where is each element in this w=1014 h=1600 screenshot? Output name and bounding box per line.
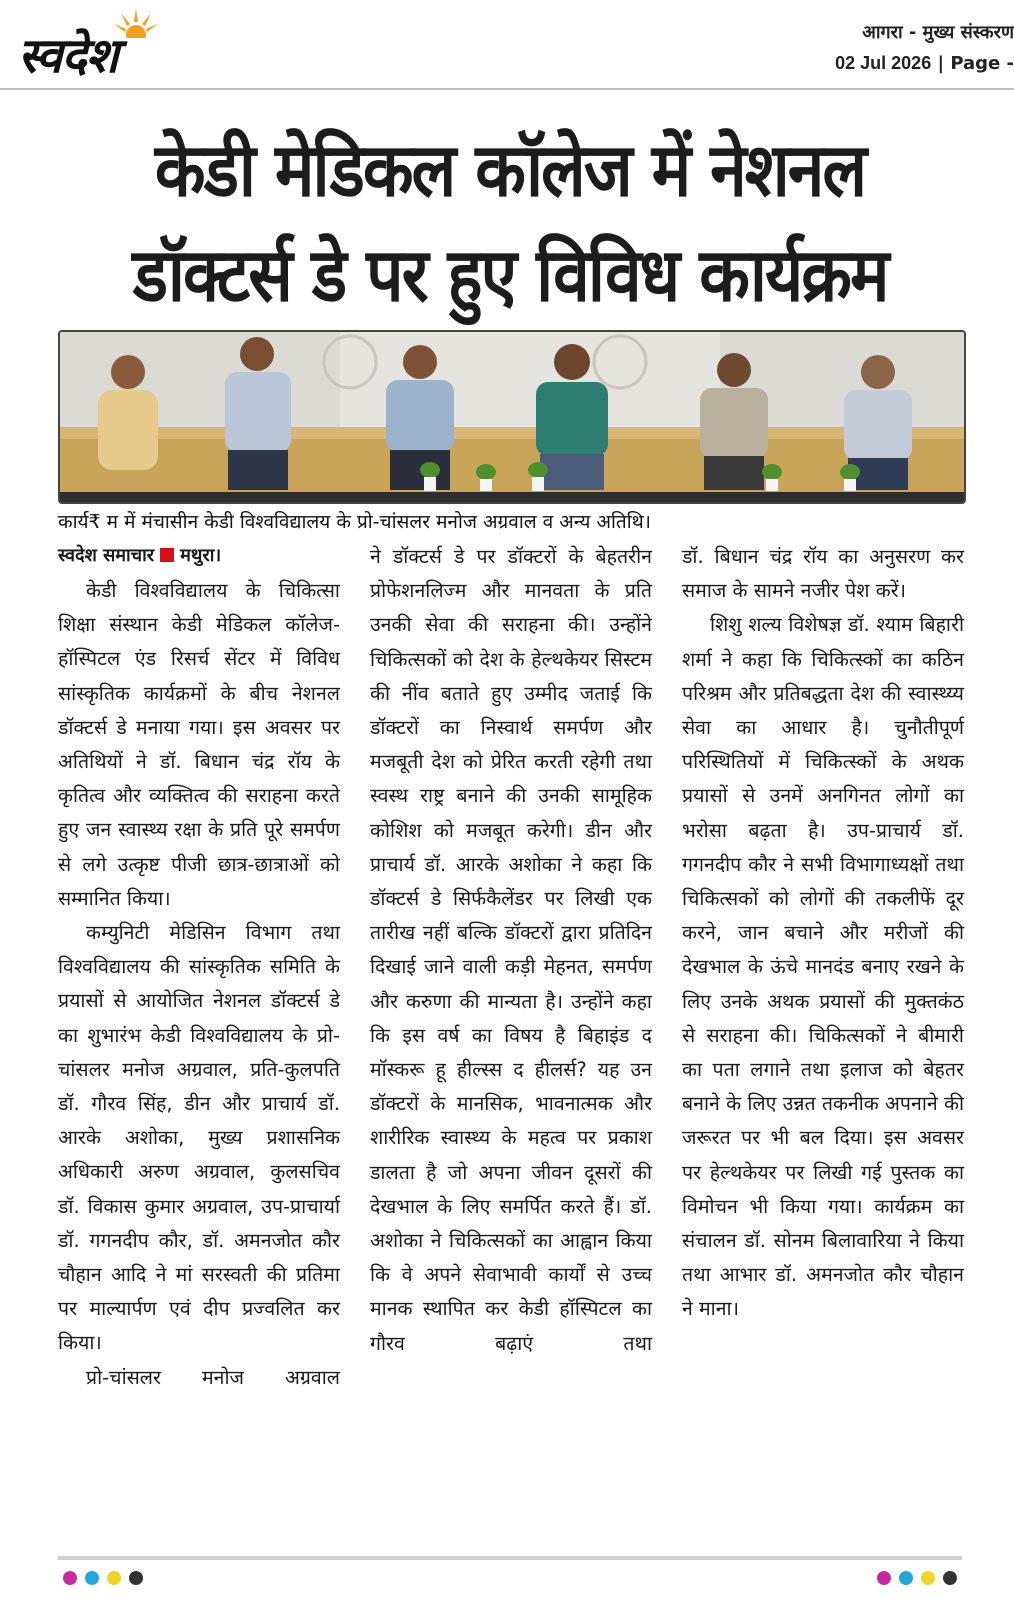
article-body	[58, 540, 966, 1540]
headline-line-2: डॉक्टर्स डे पर हुए विविध कार्यक्रम	[132, 232, 888, 319]
paragraph: केडी विश्वविद्यालय के चिकित्सा शिक्षा संस्थान केडी मेडिकल कॉलेज-हॉस्पिटल एंड रिसर्च सेंटर में विविध सांस्कृतिक कार्यक्रमों के बीच नेशनल डॉक्टर्स डे मनाया गया। इस अवसर पर अतिथियों ने डॉ. बिधान चंद्र रॉय के कृतित्व और व्यक्तित्व की सराहना करते हुए जन स्वास्थ्य रक्षा के प्रति पूरे समर्पण से लगे उत्कृष्ट पीजी छात्र-छात्राओं को सम्मानित किया।	[58, 579, 340, 910]
edition-date-line: 02 Jul 2026 | Page -	[835, 53, 1014, 74]
paragraph: शिशु शल्य विशेषज्ञ डॉ. श्याम बिहारी शर्मा ने कहा कि चिकित्स्कों का कठिन परिश्रम और प्रतिबद्धता देश की स्वास्थ्य्य सेवा का आधार है। चुनौतीपूर्ण परिस्थितियों में चिकित्स्कों के अथक प्रयासों से उनमें अनगिनत लोगों का भरोसा बढ़ता है। उप-प्राचार्य डॉ. गगनदीप कौर ने सभी विभागाध्यक्षों तथा चिकित्सकों को लोगों की तकलीफें दूर करने, जान बचाने और मरीजों की देखभाल के ऊंचे मानदंड बनाए रखने के लिए उनके अथक प्रयासों की मुक्तकंठ से सराहना की। चिकित्सकों ने बीमारी का पता लगाने तथा इलाज को बेहतर बनाने के लिए उन्नत तकनीक अपनाने की जरूरत पर भी बल दिया। इस अवसर पर हेल्थकेयर पर लिखी गई पुस्तक का विमोचन भी किया गया। कार्यक्रम का संचालन डॉ. सोनम बिलावारिया ने किया तथा आभार डॉ. अमनजोत कौर चौहान ने माना।	[682, 613, 964, 1321]
edition-name: आगरा - मुख्य संस्करण	[862, 22, 1014, 43]
edition-info	[804, 18, 1014, 79]
byline	[58, 540, 340, 572]
byline-source: स्वदेश समाचार	[58, 545, 155, 566]
photo-caption: कार्य₹ म में मंचासीन केडी विश्वविद्यालय के प्रो-चांसलर मनोज अग्रवाल व अन्य अतिथि।	[58, 511, 651, 533]
paragraph: डॉ. बिधान चंद्र रॉय का अनुसरण कर समाज के सामने नजीर पेश करें।	[682, 545, 964, 603]
newspaper-logo	[18, 8, 218, 84]
paragraph: ने डॉक्टर्स डे पर डॉक्टरों के बेहतरीन प्रोफेशनलिज्म और मानवता के प्रति उनकी सेवा की सराहना की। उन्होंने चिकित्सकों को देश के हेल्थकेयर सिस्टम की नींव बताते हुए उम्मीद जताई कि डॉक्टरों का निस्वार्थ समर्पण और मजबूती देश को प्रेरित करती रहेगी तथा स्वस्थ राष्ट्र बनाने की उनकी सामूहिक कोशिश को मजबूत करेगी। डीन और प्राचार्य डॉ. आरके अशोका ने कहा कि डॉक्टर्स डे सिर्फकैलेंडर पर लिखी एक तारीख नहीं बल्कि डॉक्टरों द्वारा प्रतिदिन दिखाई जाने वाली कड़ी मेहनत, समर्पण और करुणा की मान्यता है। उन्होंने कहा कि इस वर्ष का विषय है बिहाइंड द मॉस्करू हू हील्स्स द हीलर्स? यह उन डॉक्टरों के मानसिक, भावनात्मक और शारीरिक स्वास्थ्य के महत्व पर प्रकाश डालता है जो अपना जीवन दूसरों की देखभाल के लिए समर्पित करते हैं। डॉ. अशोका ने चिकित्सकों का आह्वान किया कि वे अपने सेवाभावी कार्यों से उच्च मानक स्थापित कर केडी हॉस्पिटल का गौरव बढ़ाएं तथा	[370, 545, 652, 1355]
article-column-2	[370, 540, 652, 1361]
headline-line-1: केडी मेडिकल कॉलेज में नेशनल	[154, 126, 866, 214]
bottom-rule	[58, 1556, 962, 1560]
article-headline	[60, 118, 960, 329]
edition-date: 02 Jul 2026	[835, 53, 932, 73]
masthead	[0, 0, 1014, 90]
article-column-3	[682, 540, 964, 1327]
byline-place: मथुरा।	[180, 545, 222, 566]
red-square-icon	[160, 548, 174, 562]
page-label: Page -	[950, 53, 1014, 74]
paragraph: प्रो-चांसलर मनोज अग्रवाल	[86, 1365, 340, 1389]
event-photo-illustration	[60, 332, 964, 502]
sun-rays-icon	[113, 8, 159, 38]
color-registration-marks	[58, 1566, 962, 1586]
paragraph: कम्युनिटी मेडिसिन विभाग तथा विश्वविद्यालय की सांस्कृतिक समिति के प्रयासों से आयोजित नेशनल डॉक्टर्स डे का शुभारंभ केडी विश्वविद्यालय के प्रो-चांसलर मनोज अग्रवाल, प्रति-कुलपति डॉ. गौरव सिंह, डीन और प्राचार्य डॉ. आरके अशोका, मुख्य प्रशासनिक अधिकारी अरुण अग्रवाल, कुलसचिव डॉ. विकास कुमार अग्रवाल, उप-प्राचार्या डॉ. गगनदीप कौर, डॉ. अमनजोत कौर चौहान आदि ने मां सरस्वती की प्रतिमा पर माल्यार्पण एवं दीप प्रज्वलित कर किया।	[58, 921, 340, 1355]
article-column-1	[58, 540, 340, 1395]
logo-wordmark: स्वदेश	[18, 28, 118, 84]
event-photo	[58, 330, 966, 504]
